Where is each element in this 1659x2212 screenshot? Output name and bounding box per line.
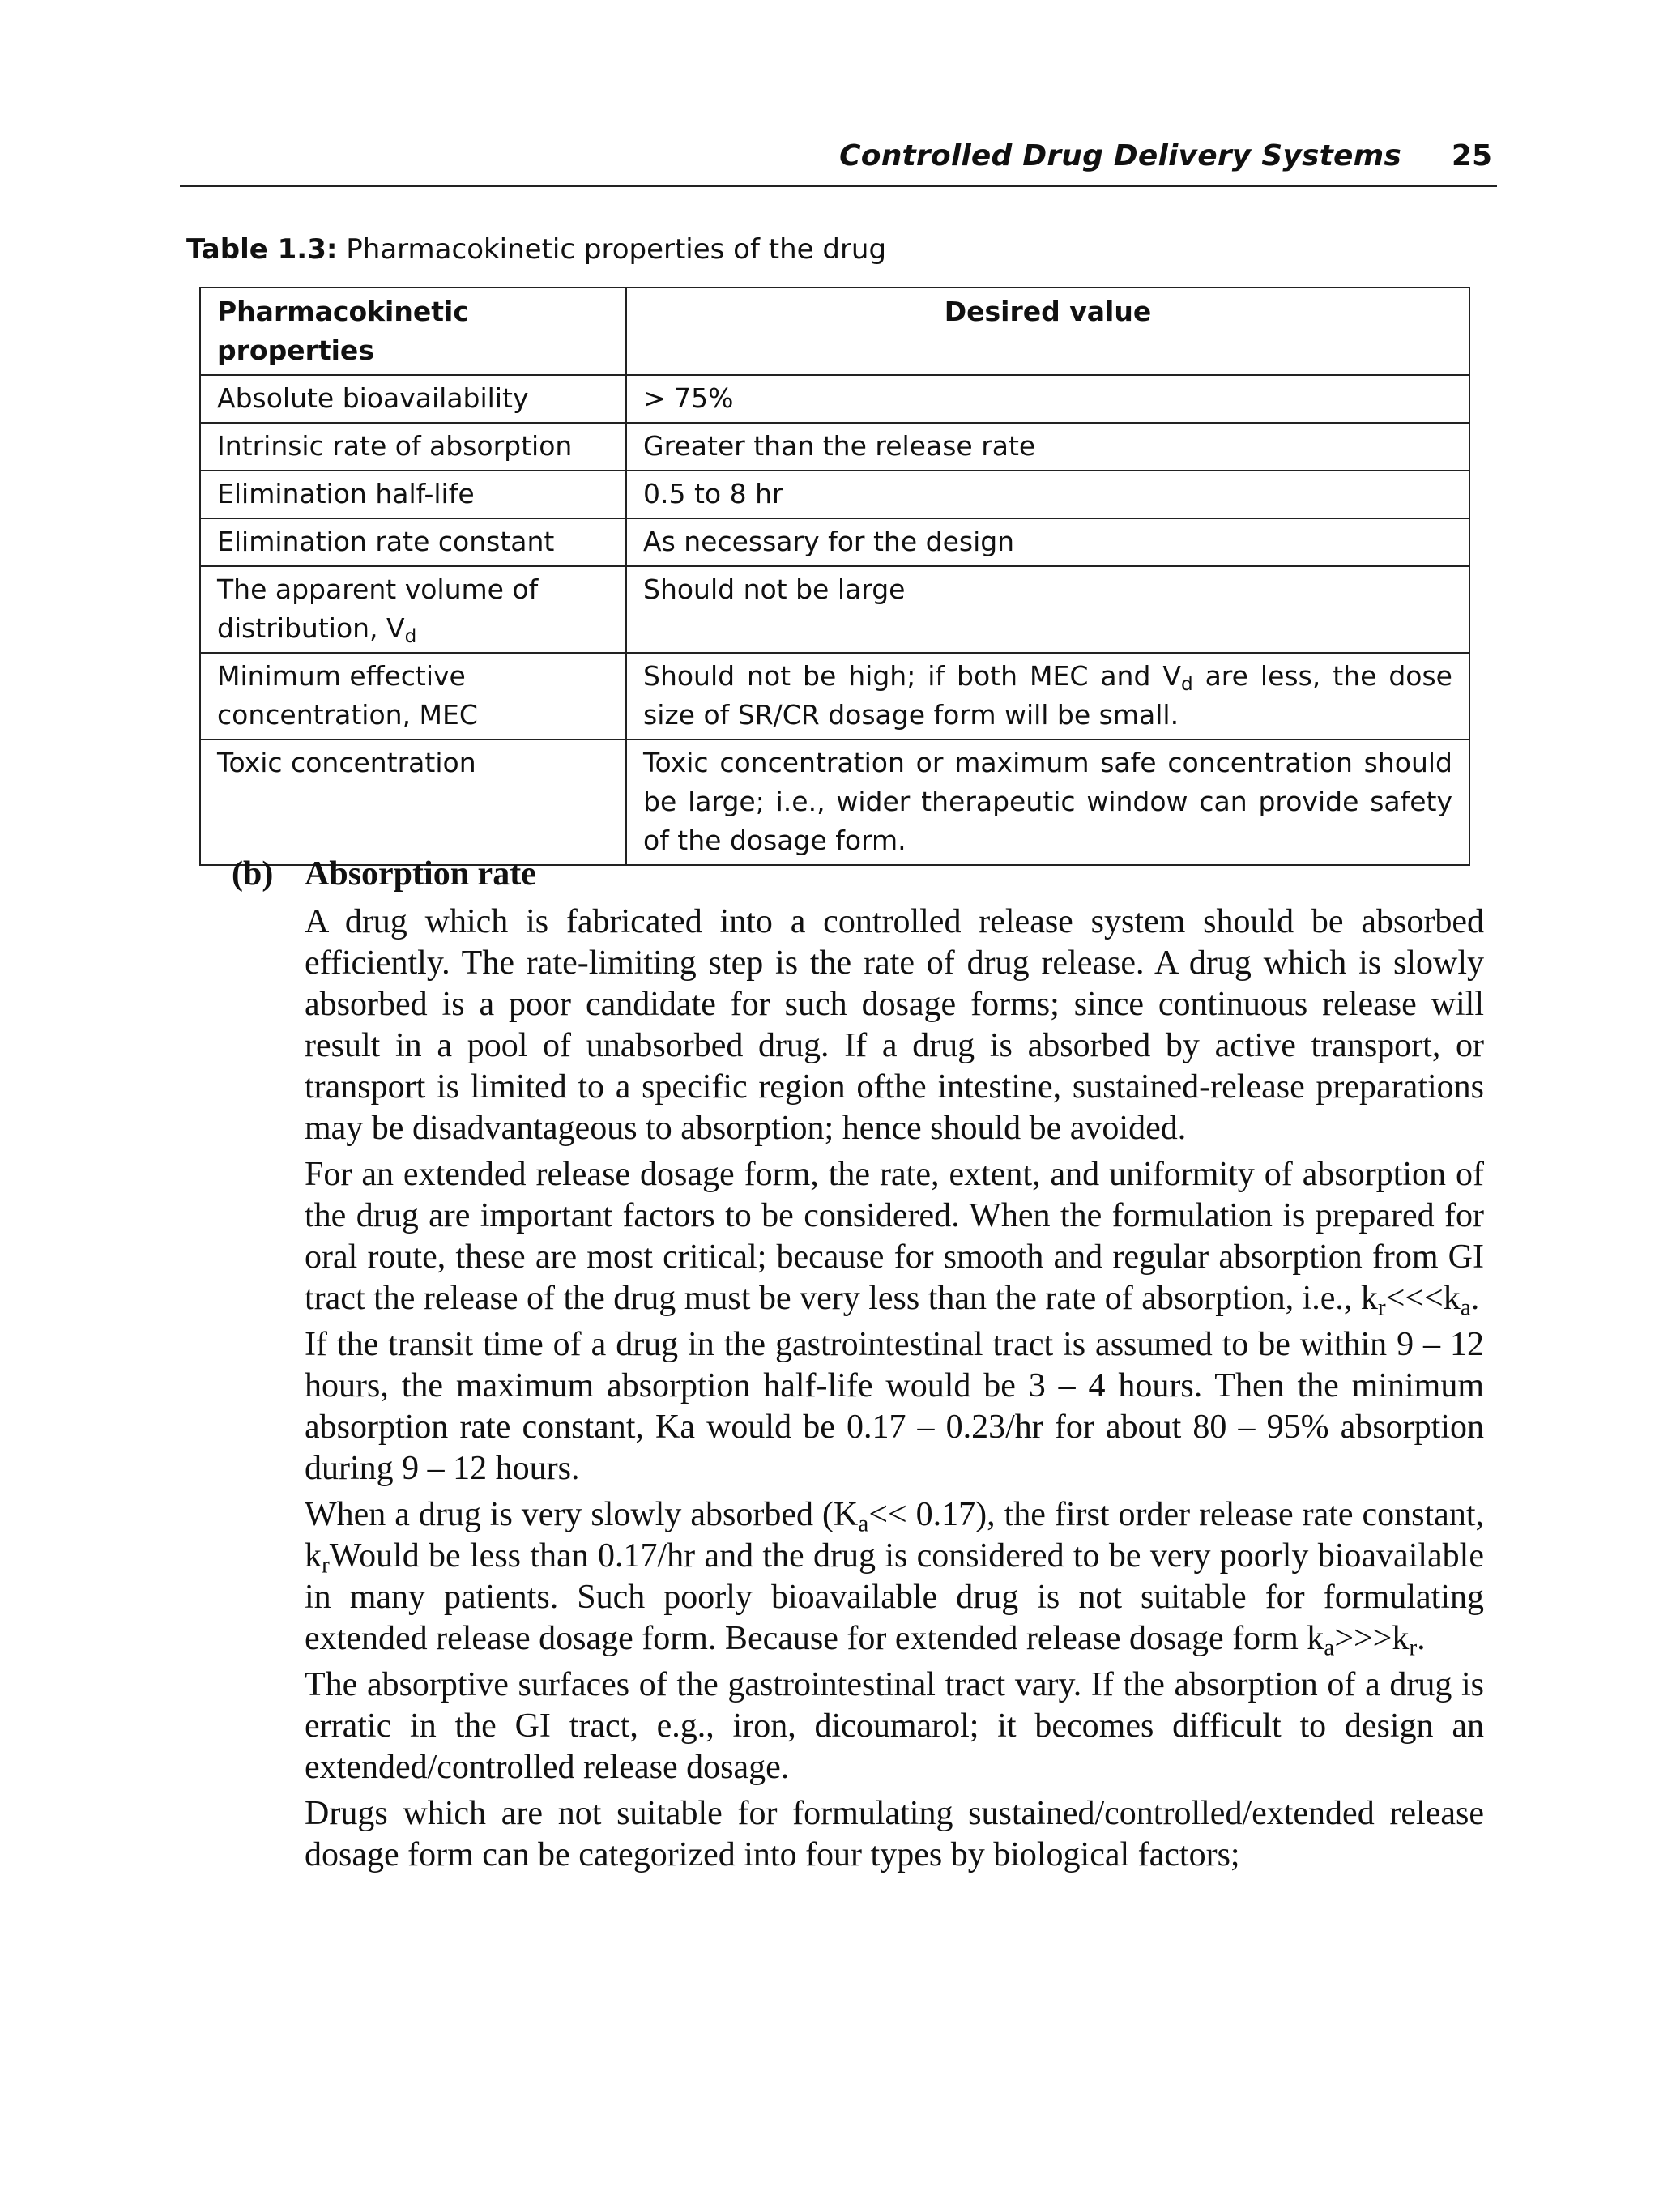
subscript: d xyxy=(1180,673,1193,695)
subscript: r xyxy=(1377,1294,1386,1321)
table-cell-property: Intrinsic rate of absorption xyxy=(200,423,626,471)
running-header-title: Controlled Drug Delivery Systems xyxy=(839,139,1401,173)
table-header-row xyxy=(200,288,1469,375)
section-letter: (b) xyxy=(232,855,274,893)
table-cell-property xyxy=(200,566,626,653)
subscript: d xyxy=(404,625,417,647)
paragraph: If the transit time of a drug in the gastrointestinal tract is assumed to be within 9 – 12 hours, the maximum absorption half-life would be 3 – 4 hours. Then the minimum absorption rate constant, Ka would be 0.17 – 0.23/hr for about 80 – 95% absorption during 9 – 12 hours. xyxy=(305,1326,1484,1487)
table-cell-value: 0.5 to 8 hr xyxy=(626,471,1469,518)
page-number: 25 xyxy=(1451,139,1492,173)
section-body xyxy=(305,901,1484,1876)
table-cell-value xyxy=(626,653,1469,739)
table-cell-value: Greater than the release rate xyxy=(626,423,1469,471)
table-cell-value: As necessary for the design xyxy=(626,518,1469,566)
property-text: The apparent volume of distribution, V xyxy=(217,573,539,644)
running-header xyxy=(180,139,1497,187)
table-row xyxy=(200,739,1469,865)
paragraph-text: Would be less than 0.17/hr and the drug is considered to be very poorly bioavailable in many patients. Such poorly bioavailable drug is not suitable for formulating extended release dosage form. Because for extended release dosage form k xyxy=(305,1537,1484,1657)
subscript: r xyxy=(322,1552,330,1579)
table-caption-text: Pharmacokinetic properties of the drug xyxy=(337,233,887,266)
paragraph xyxy=(305,1154,1484,1319)
paragraph: The absorptive surfaces of the gastrointestinal tract vary. If the absorption of a drug is erratic in the GI tract, e.g., iron, dicoumarol; it becomes difficult to design an extended/controlled release dosage. xyxy=(305,1666,1484,1786)
table-row xyxy=(200,375,1469,423)
table-cell-property: Elimination half-life xyxy=(200,471,626,518)
table-cell-property: Absolute bioavailability xyxy=(200,375,626,423)
paragraph: A drug which is fabricated into a controlled release system should be absorbed efficiently. The rate-limiting step is the rate of drug release. A drug which is slowly absorbed is a poor candidate for such dosage forms; since continuous release will result in a pool of unabsorbed drug. If a drug is absorbed by active transport, or transport is limited to a specific region ofthe intestine, sustained-release preparations may be disadvantageous to absorption; hence should be avoided. xyxy=(305,903,1484,1147)
subscript: a xyxy=(1324,1634,1335,1661)
table-caption xyxy=(186,233,886,266)
paragraph-text: << 0.17), the first order release rate constant, k xyxy=(305,1496,1484,1575)
paragraph-text: When a drug is very slowly absorbed (K xyxy=(305,1496,859,1533)
section-absorption-rate xyxy=(232,854,1484,1881)
column-header-value: Desired value xyxy=(626,288,1469,375)
table-cell-value: Should not be large xyxy=(626,566,1469,653)
section-heading xyxy=(232,854,1484,895)
value-text: Should not be high; if both MEC and V xyxy=(643,660,1181,692)
table-row xyxy=(200,471,1469,518)
paragraph-text: <<<k xyxy=(1385,1280,1461,1317)
paragraph-text: . xyxy=(1470,1280,1480,1317)
table-row xyxy=(200,423,1469,471)
paragraph-text: >>>k xyxy=(1334,1620,1410,1657)
table-cell-property: Minimum effective concentration, MEC xyxy=(200,653,626,739)
paragraph: Drugs which are not suitable for formulating sustained/controlled/extended release dosage form can be categorized into four types by biological factors; xyxy=(305,1795,1484,1873)
pharmacokinetic-table xyxy=(199,287,1470,866)
section-title: Absorption rate xyxy=(305,855,536,893)
subscript: a xyxy=(1460,1294,1471,1321)
table-cell-value: > 75% xyxy=(626,375,1469,423)
table-cell-property: Toxic concentration xyxy=(200,739,626,865)
table-row xyxy=(200,566,1469,653)
table-caption-label: Table 1.3: xyxy=(186,233,338,266)
subscript: r xyxy=(1409,1634,1418,1661)
table-row xyxy=(200,653,1469,739)
table-row xyxy=(200,518,1469,566)
value-text: are less, the dose size of SR/CR dosage form will be small. xyxy=(643,660,1452,731)
table-cell-value: Toxic concentration or maximum safe concentration should be large; i.e., wider therapeutic window can provide safety of the dosage form. xyxy=(626,739,1469,865)
paragraph-text: . xyxy=(1417,1620,1426,1657)
paragraph-text: For an extended release dosage form, the rate, extent, and uniformity of absorption of the drug are important factors to be considered. When the formulation is prepared for oral route, these are most critical; because for smooth and regular absorption from GI tract the release of the drug must be very less than the rate of absorption, i.e., k xyxy=(305,1156,1484,1317)
column-header-property: Pharmacokinetic properties xyxy=(200,288,626,375)
paragraph xyxy=(305,1494,1484,1660)
table-cell-property: Elimination rate constant xyxy=(200,518,626,566)
subscript: a xyxy=(858,1511,869,1537)
